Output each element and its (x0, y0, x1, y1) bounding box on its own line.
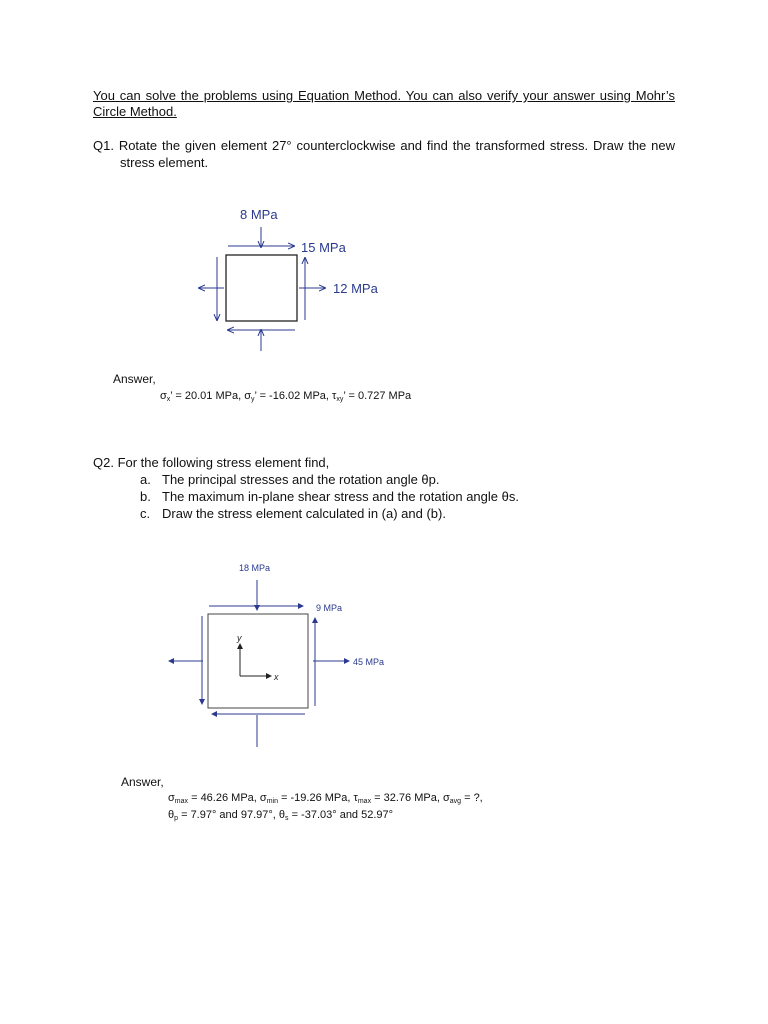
q2-answer-line-2: $\theta_p = 7.97^\circ$ and 97.97°, $\theta_s = -37.03^\circ$ and 52.97° (168, 809, 394, 822)
q1-top-stress-label: 8 MPa (240, 207, 278, 222)
q2-answer-label: Answer, (121, 775, 164, 789)
q2-x-axis-label: x (274, 672, 279, 682)
q1-stress-element-figure (195, 200, 395, 360)
q2-stress-element-figure (165, 558, 405, 753)
list-item: c. Draw the stress element calculated in (a) and (b). (140, 506, 446, 521)
q1-answer-label: Answer, (113, 372, 156, 386)
question-2-list (140, 471, 519, 522)
q1-shear-stress-label: 15 MPa (301, 240, 346, 255)
q1-answer-values: $\sigma_x$’ = 20.01 MPa, $\sigma_y$’ = -16.02 MPa, $\tau_{xy}$’ = 0.727 MPa (160, 390, 412, 403)
q2-top-stress-label: 18 MPa (239, 563, 271, 573)
q2-y-axis-label: y (237, 633, 242, 643)
list-item: a. The principal stresses and the rotation angle θp. (140, 472, 440, 487)
q1-right-stress-label: 12 MPa (333, 281, 378, 296)
q2-element-square (208, 614, 308, 708)
q2-right-stress-label: 45 MPa (353, 657, 385, 667)
intro-instructions: You can solve the problems using Equation Method. You can also verify your answer using Mohr’s Circle Method. (93, 88, 675, 119)
question-1-text: Q1. Rotate the given element 27° counterclockwise and find the transformed stress. Draw the new stress element. (93, 138, 675, 170)
list-item: b. The maximum in-plane shear stress and the rotation angle θs. (140, 489, 519, 504)
q1-element-square (226, 255, 297, 321)
q2-answer-line-1: $\sigma_{max} = 46.26$ MPa, $\sigma_{min} = -19.26$ MPa, $\tau_{max} = 32.76$ MPa, $\sigma_{avg}$ = ?, (168, 792, 483, 805)
question-2-text: Q2. For the following stress element find, (93, 455, 330, 470)
q2-shear-stress-label: 9 MPa (316, 603, 343, 613)
